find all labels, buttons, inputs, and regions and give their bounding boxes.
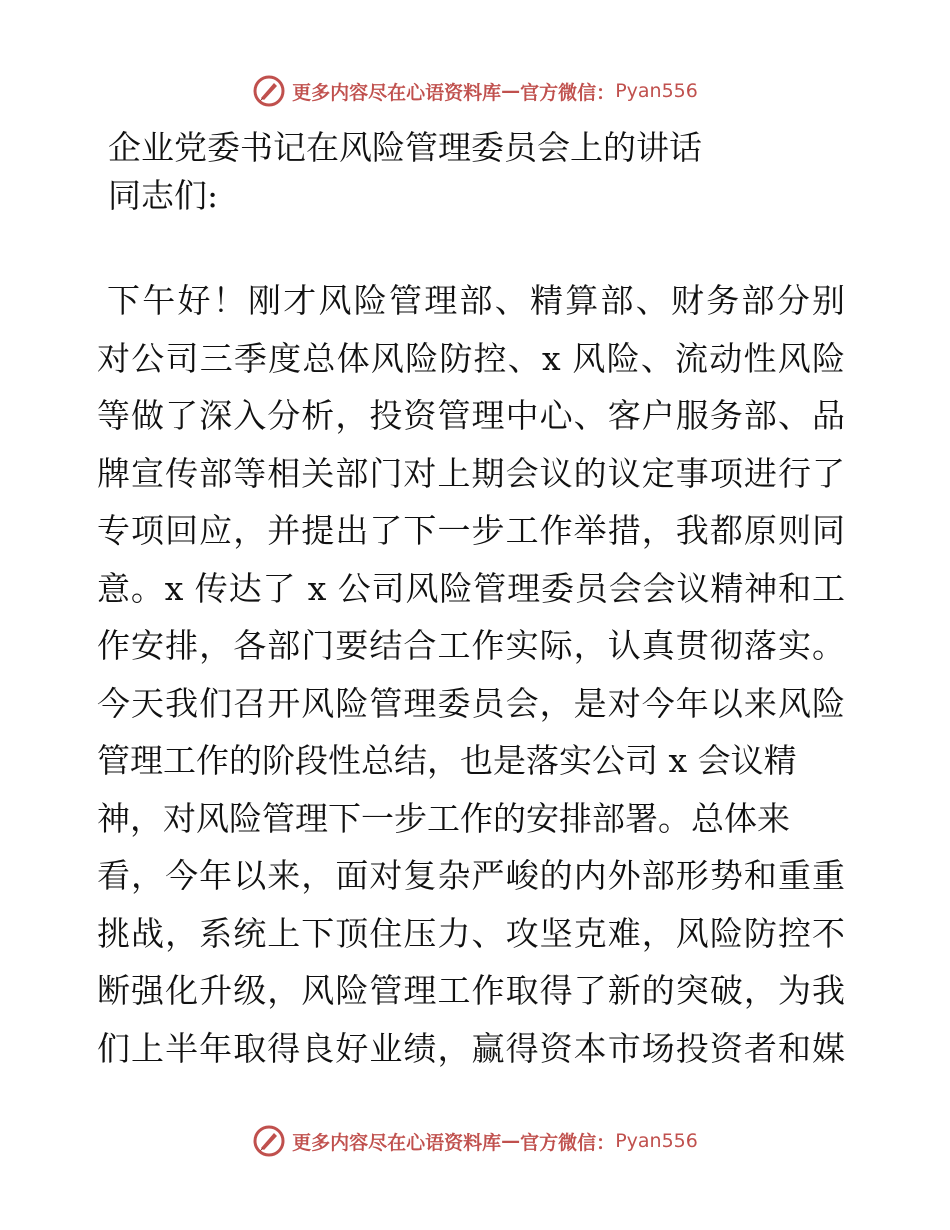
body-line: 等做了深入分析，投资管理中心、客户服务部、品 — [97, 396, 845, 435]
body-line: 断强化升级，风险管理工作取得了新的突破，为我 — [97, 971, 845, 1010]
body-line: 下午好！刚才风险管理部、精算部、财务部分别 — [107, 281, 845, 320]
body-line: 牌宣传部等相关部门对上期会议的议定事项进行了 — [97, 453, 845, 493]
body-line: 对公司三季度总体风险防控、x 风险、流动性风险 — [97, 338, 845, 378]
body-line: 作安排，各部门要结合工作实际，认真贯彻落实。 — [97, 626, 845, 665]
quill-pen-circle-icon — [252, 74, 286, 108]
banner-main-text: 更多内容尽在心语资料库 — [292, 81, 502, 104]
header-banner — [0, 71, 950, 111]
body-line: 神，对风险管理下一步工作的安排部署。总体来 — [97, 798, 790, 838]
body-text — [97, 272, 857, 1077]
banner-main-text: 更多内容尽在心语资料库 — [292, 1131, 502, 1154]
banner-wechat-label: 官方微信： — [520, 1131, 616, 1154]
salutation: 同志们: — [108, 176, 219, 215]
body-line: 专项回应，并提出了下一步工作举措，我都原则同 — [97, 511, 845, 550]
body-line: 看，今年以来，面对复杂严峻的内外部形势和重重 — [97, 856, 845, 895]
body-line: 今天我们召开风险管理委员会，是对今年以来风险 — [97, 683, 845, 723]
body-line: 挑战，系统上下顶住压力、攻坚克难，风险防控不 — [97, 913, 845, 953]
banner-dash: — — [501, 1130, 521, 1152]
body-line: 们上半年取得良好业绩，赢得资本市场投资者和媒 — [97, 1028, 845, 1068]
banner-wechat-id: Pyan556 — [615, 1130, 698, 1152]
body-line: 意。x 传达了 x 公司风险管理委员会会议精神和工 — [97, 568, 845, 608]
banner-wechat-id: Pyan556 — [615, 80, 698, 102]
banner-dash: — — [501, 80, 521, 102]
body-line: 管理工作的阶段性总结，也是落实公司 x 会议精 — [97, 741, 797, 780]
document-title: 企业党委书记在风险管理委员会上的讲话 — [108, 128, 702, 167]
banner-wechat-label: 官方微信： — [520, 81, 616, 104]
quill-pen-circle-icon — [252, 1124, 286, 1158]
footer-banner — [0, 1121, 950, 1161]
